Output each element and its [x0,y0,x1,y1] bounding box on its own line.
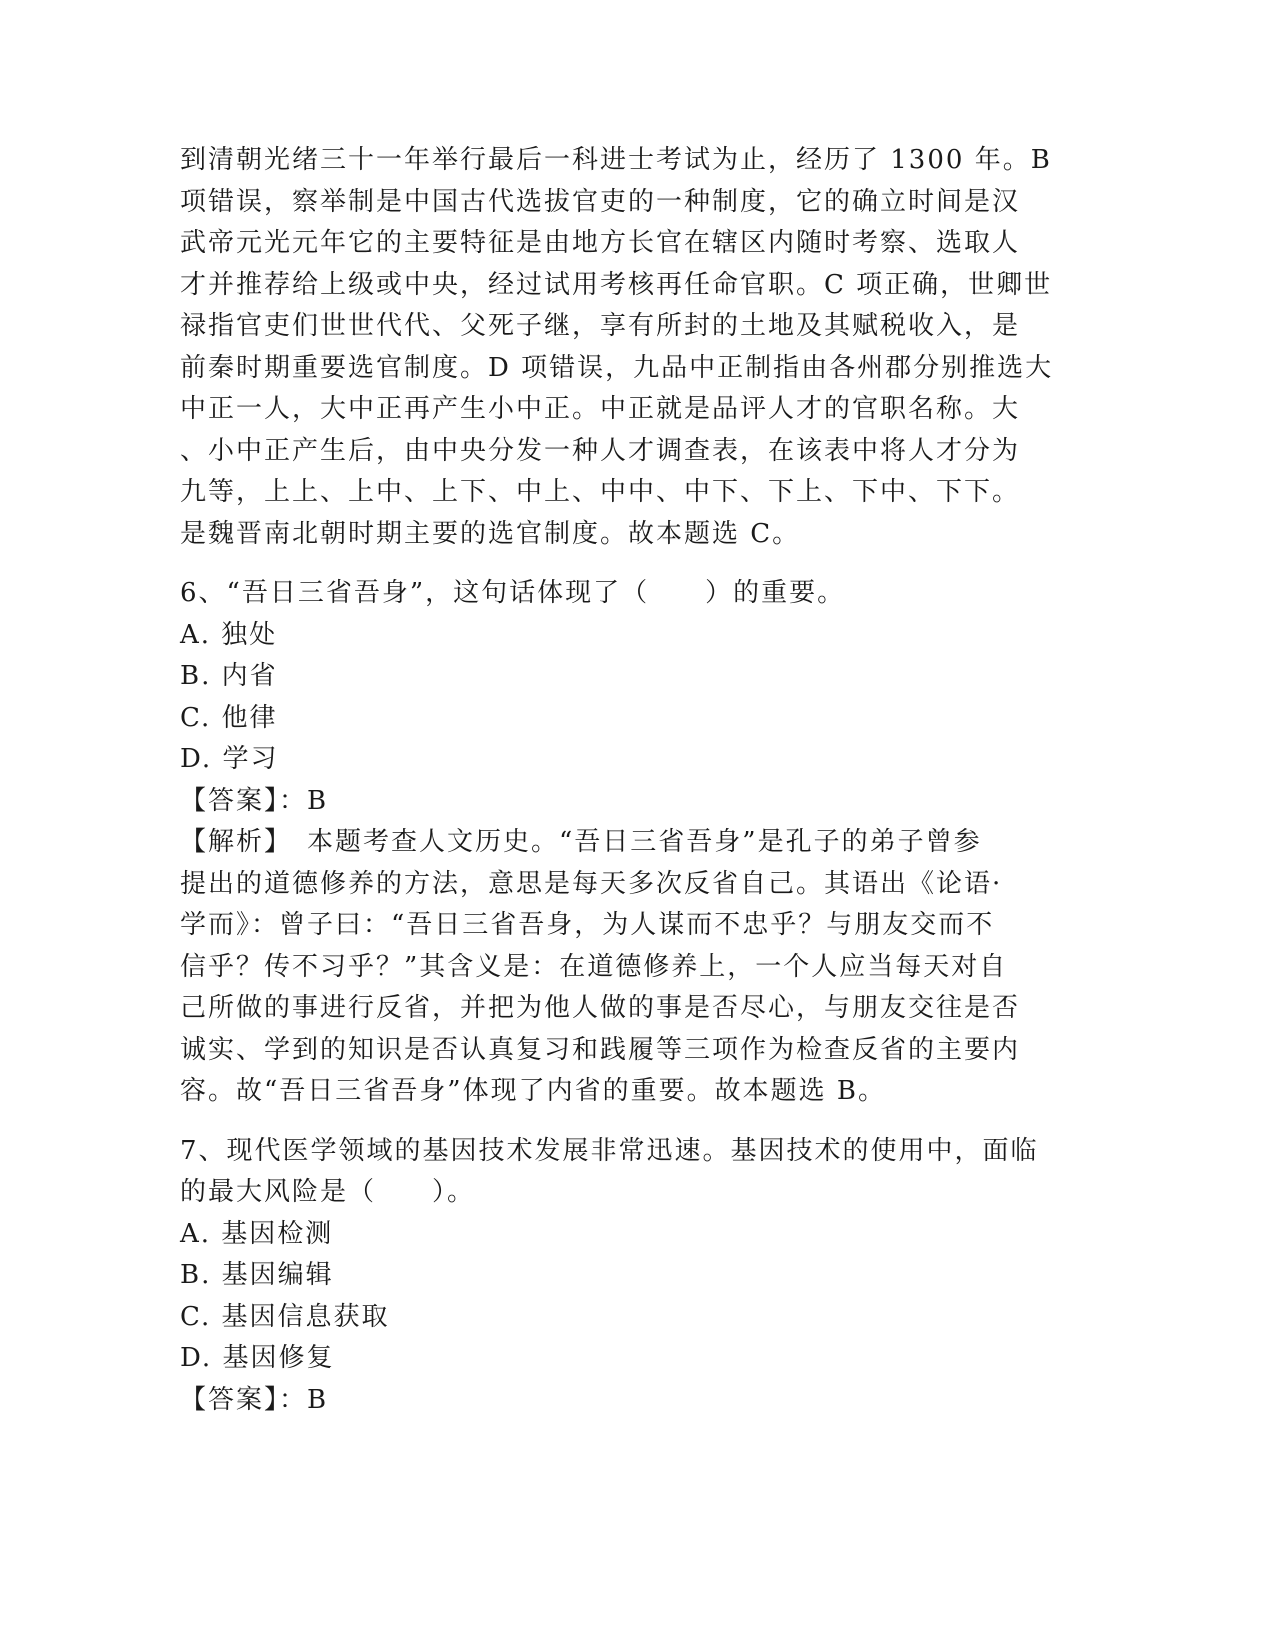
question-stem: 的最大风险是（ ）。 [180,1177,476,1207]
option-d: D. 学习 [180,744,279,774]
option-a: A. 基因检测 [180,1218,334,1249]
analysis-line: 才并推荐给上级或中央，经过试用考核再任命官职。C 项正确，世卿世 [180,269,1053,300]
analysis-line: 武帝元光元年它的主要特征是由地方长官在辖区内随时考察、选取人 [180,228,1021,258]
answer-line: 【答案】：B [180,785,329,816]
analysis-line: 到清朝光绪三十一年举行最后一科进士考试为止，经历了 1300 年。B [180,145,1052,175]
analysis-line: 是魏晋南北朝时期主要的选官制度。故本题选 C。 [180,518,801,549]
answer-line: 【答案】：B [180,1384,329,1415]
analysis-line: 、小中正产生后，由中央分发一种人才调查表，在该表中将人才分为 [180,435,1021,466]
analysis-line: 中正一人，大中正再产生小中正。中正就是品评人才的官职名称。大 [180,394,1021,424]
question-6 [180,573,1060,1113]
question-stem: 6、“吾日三省吾身”，这句话体现了（ ）的重要。 [180,578,846,608]
analysis-line: 信乎？传不习乎？”其含义是：在道德修养上，一个人应当每天对自 [180,951,1008,982]
analysis-line: 提出的道德修养的方法，意思是每天多次反省自己。其语出《论语· [180,868,1003,899]
option-a: A. 独处 [180,619,278,650]
question-7 [180,1131,1060,1422]
previous-analysis-continuation [180,140,1060,555]
question-stem: 7、现代医学领域的基因技术发展非常迅速。基因技术的使用中，面临 [180,1135,1039,1166]
analysis-line: 【解析】 本题考查人文历史。“吾日三省吾身”是孔子的弟子曾参 [180,827,982,857]
option-b: B. 内省 [180,661,278,691]
analysis-line: 禄指官吏们世世代代、父死子继，享有所封的土地及其赋税收入，是 [180,311,1021,341]
option-b: B. 基因编辑 [180,1260,334,1290]
analysis-line: 前秦时期重要选官制度。D 项错误，九品中正制指由各州郡分别推选大 [180,352,1054,383]
analysis-line: 项错误，察举制是中国古代选拔官吏的一种制度，它的确立时间是汉 [180,186,1021,217]
option-d: D. 基因修复 [180,1343,335,1373]
analysis-line: 诚实、学到的知识是否认真复习和践履等三项作为检查反省的主要内 [180,1034,1021,1065]
analysis-line: 九等，上上、上中、上下、中上、中中、中下、下上、下中、下下。 [180,477,1021,507]
option-c: C. 他律 [180,702,278,733]
option-c: C. 基因信息获取 [180,1301,390,1332]
analysis-line: 己所做的事进行反省，并把为他人做的事是否尽心，与朋友交往是否 [180,993,1021,1023]
analysis-line: 容。故“吾日三省吾身”体现了内省的重要。故本题选 B。 [180,1076,886,1106]
document-page [180,140,1060,1421]
analysis-line: 学而》：曾子曰：“吾日三省吾身，为人谋而不忠乎？与朋友交而不 [180,910,995,940]
